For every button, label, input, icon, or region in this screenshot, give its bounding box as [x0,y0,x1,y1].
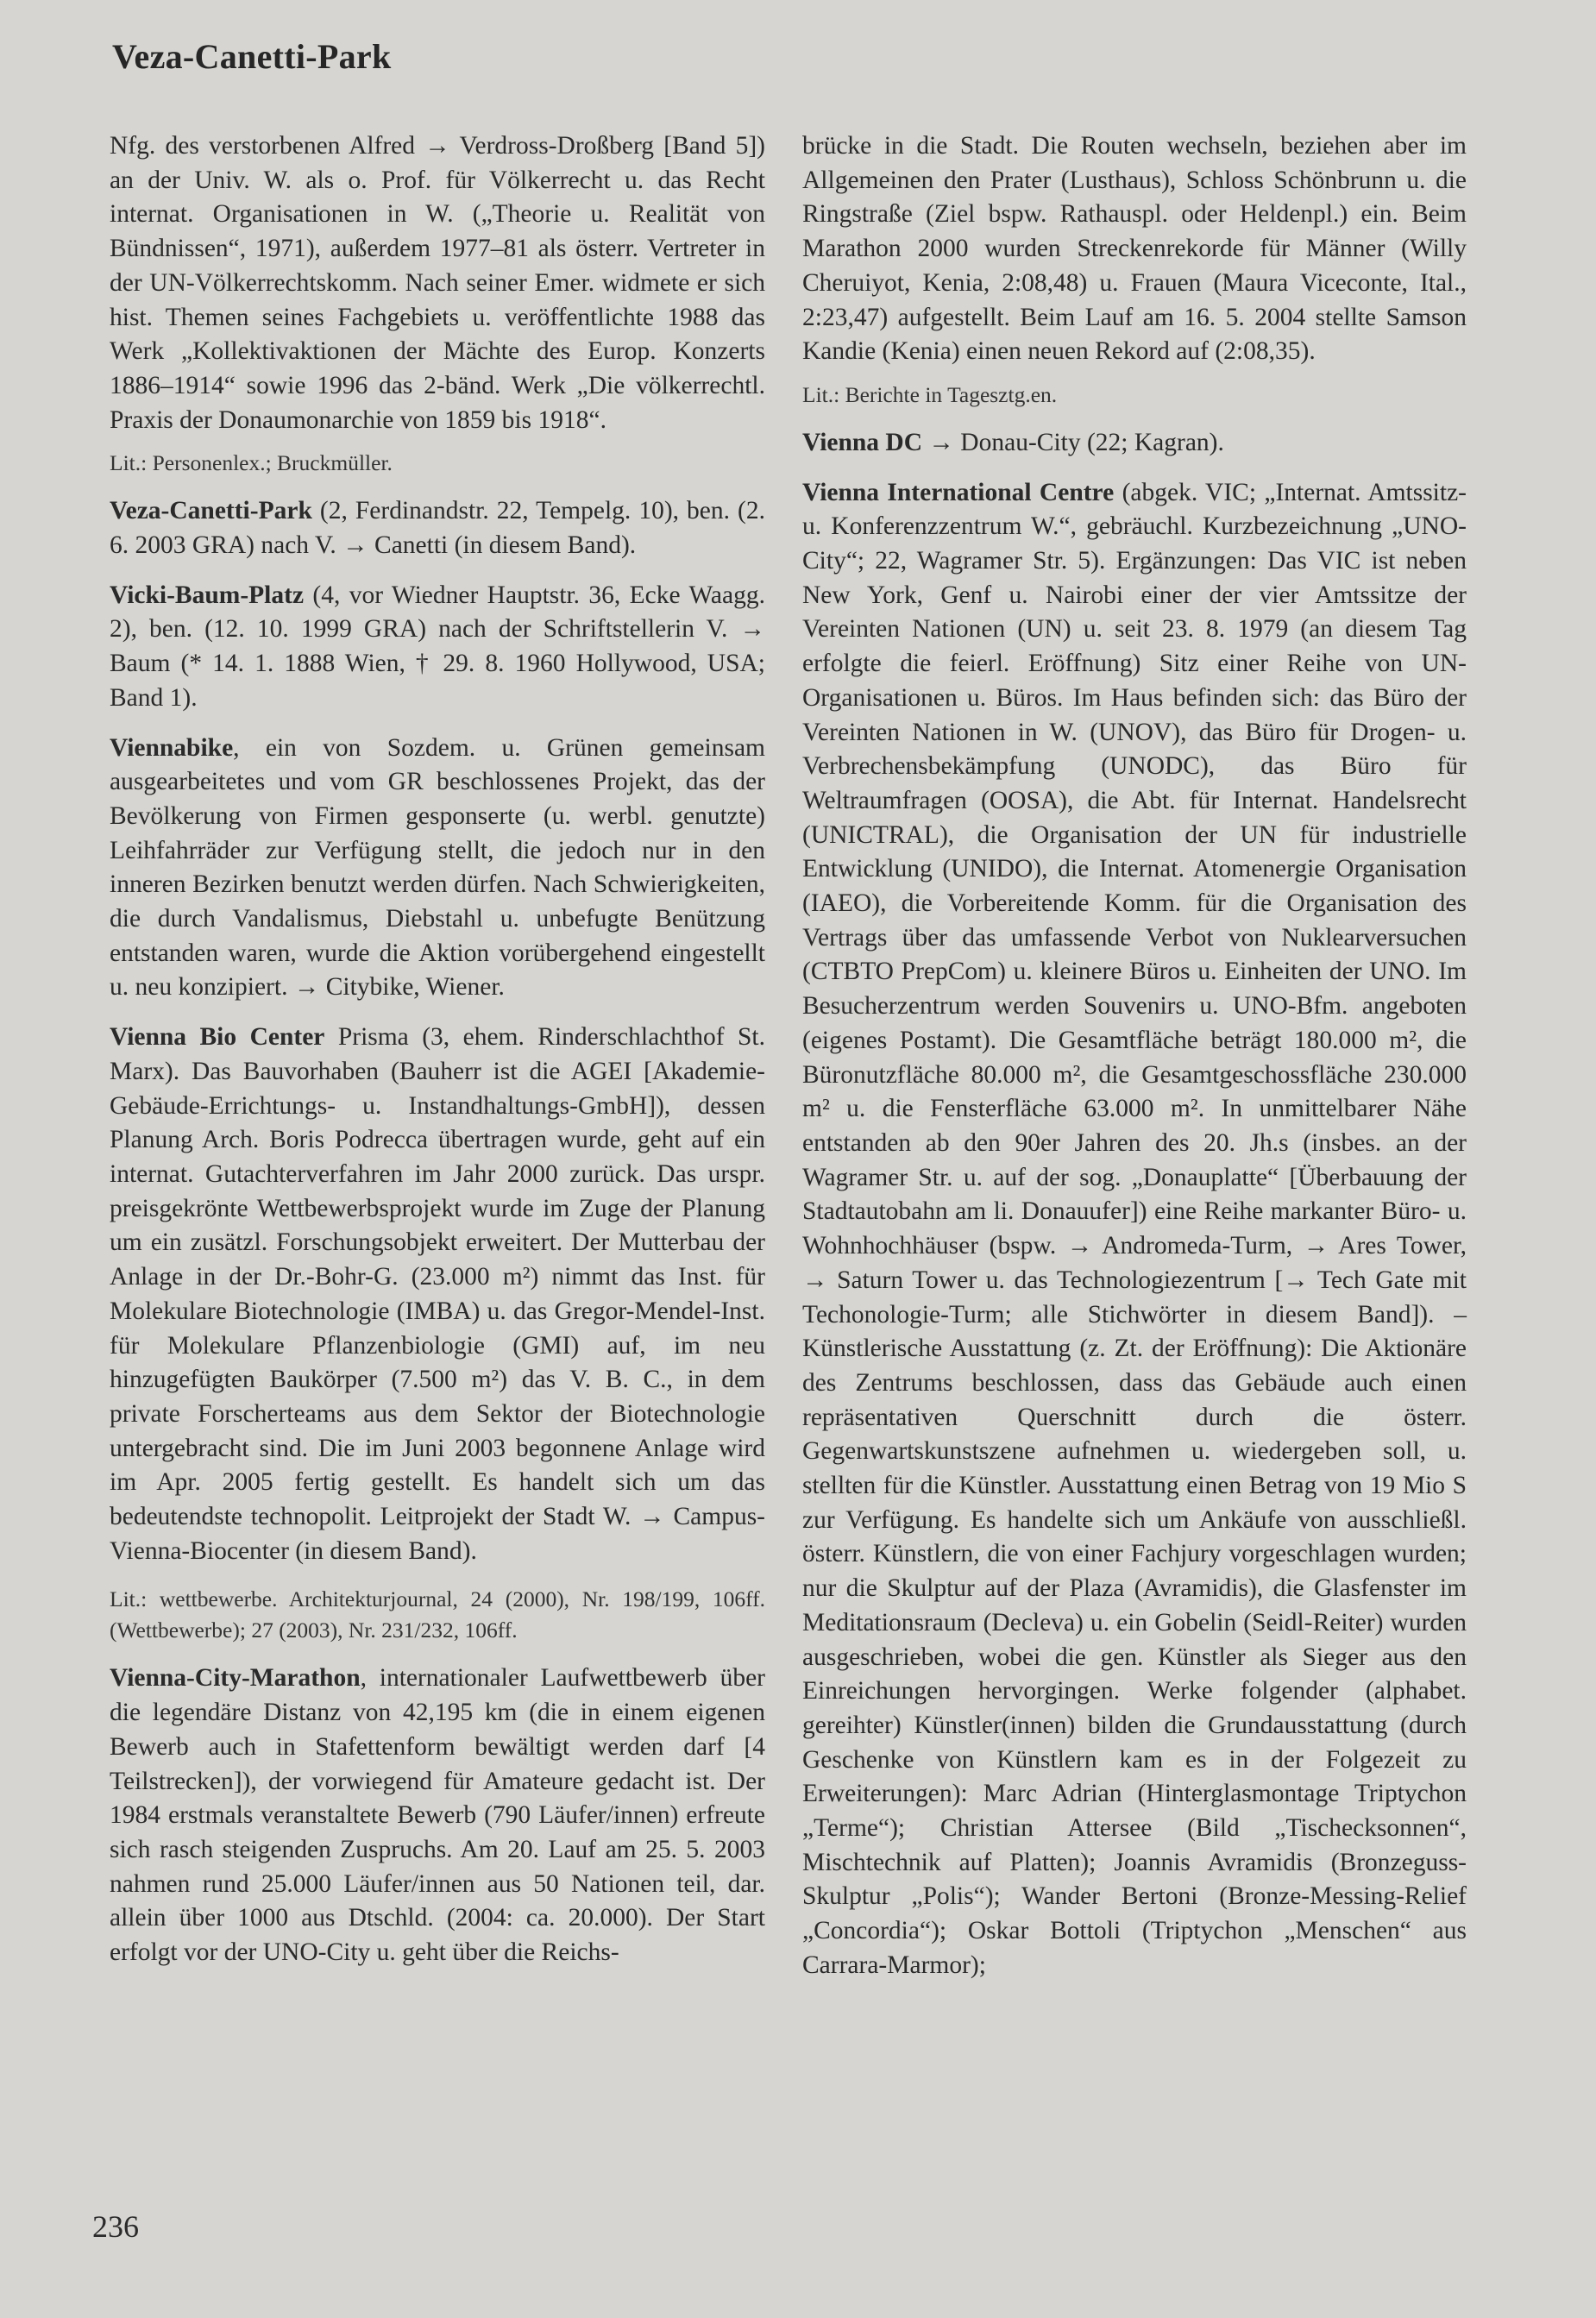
headword: Vicki-Baum-Platz [110,581,305,609]
page-number: 236 [92,2209,139,2244]
entry-body: → Donau-City (22; Kagran). [922,428,1224,456]
headword: Veza-Canetti-Park [110,497,312,525]
running-header: Veza-Canetti-Park [112,37,392,76]
entry-body: Prisma (3, ehem. Rinderschlachthof St. Marx). Das Bauvorhaben (Bauherr ist die AGEI [Akademie-Gebäude-Errichtungs- u. Instandhaltungs-GmbH]), dessen Planung Arch. Boris Podrecca übertragen wurde, geht auf ein internat. Gutachterverfahren im Jahr 2000 zurück. Das urspr. preisgekrönte Wettbewerbsprojekt wurde im Zuge der Planung um ein zusätzl. Forschungsobjekt erweitert. Der Mutterbau der Anlage in der Dr.-Bohr-G. (23.000 m²) nimmt das Inst. für Molekulare Biotechnologie (IMBA) u. das Gregor-Mendel-Inst. für Molekulare Pflanzenbiologie (GMI) auf, im neu hinzugefügten Baukörper (7.500 m²) das V. B. C., in dem private Forscherteams aus dem Sektor der Biotechnologie untergebracht sind. Die im Juni 2003 begonnene Anlage wird im Apr. 2005 fertig gestellt. Es handelt sich um das bedeutendste technopolit. Leitprojekt der Stadt W. → Campus-Vienna-Biocenter (in diesem Band). [110,1023,765,1565]
literature-note: Lit.: wettbewerbe. Architekturjournal, 24 (2000), Nr. 198/199, 106ff. (Wettbewerbe); 27 (2003), Nr. 231/232, 106ff. [110,1586,765,1643]
headword: Vienna Bio Center [110,1023,325,1052]
literature-note: Lit.: Personenlex.; Bruckmüller. [110,450,393,476]
entry-body: , ein von Sozdem. u. Grünen gemeinsam ausgearbeitetes und vom GR beschlossenes Projekt, das der Bevölkerung von Firmen gesponserte (u. werbl. genutzte) Leihfahrräder zur Verfügung stellt, die jedoch nur in den inneren Bezirken benutzt werden dürfen. Nach Schwierigkeiten, die durch Vandalismus, Diebstahl u. unbefugte Benützung entstanden waren, wurde die Aktion vorübergehend eingestellt u. neu konzipiert. → Citybike, Wiener. [110,733,765,1002]
entry-viennabike [110,732,765,1006]
entry-continuation: brücke in die Stadt. Die Routen wechseln, beziehen aber im Allgemeinen den Prater (Lusthaus), Schloss Schönbrunn u. die Ringstraße (Ziel bspw. Rathauspl. oder Heldenpl.) ein. Beim Marathon 2000 wurden Streckenrekorde für Männer (Willy Cheruiyot, Kenia, 2:08,48) u. Frauen (Maura Viceconte, Ital., 2:23,47) aufgestellt. Beim Lauf am 16. 5. 2004 stellte Samson Kandie (Kenia) einen neuen Rekord auf (2:08,35). [802,132,1467,366]
entry-vicki-baum-platz [110,579,765,716]
entry-continuation: Nfg. des verstorbenen Alfred → Verdross-Droßberg [Band 5]) an der Univ. W. als o. Prof. für Völkerrecht u. das Recht internat. Organisationen in W. („Theorie u. Realität von Bündnissen“, 1971), außerdem 1977–81 als österr. Vertreter in der UN-Völkerrechtskomm. Nach seiner Emer. widmete er sich hist. Themen seines Fachgebiets u. veröffentlichte 1988 das Werk „Kollektivaktionen der Mächte des Europ. Konzerts 1886–1914“ sowie 1996 das 2-bänd. Werk „Die völkerrechtl. Praxis der Donaumonarchie von 1859 bis 1918“. [110,132,765,434]
right-column [802,129,1467,1999]
entry-vienna-city-marathon [110,1662,765,1969]
headword: Vienna International Centre [802,478,1115,506]
left-column [110,129,765,1986]
entry-veza-canetti-park [110,494,765,562]
headword: Vienna-City-Marathon [110,1664,361,1693]
entry-vienna-bio-center [110,1021,765,1568]
headword: Viennabike [110,733,234,762]
entry-body: (abgek. VIC; „Internat. Amtssitz- u. Konferenzzentrum W.“, gebräuchl. Kurzbezeichnung „UNO-City“; 22, Wagramer Str. 5). Ergänzungen: Das VIC ist neben New York, Genf u. Nairobi einer der vier Amtssitze der Vereinten Nationen (UN) u. seit 23. 8. 1979 (an diesem Tag erfolgte die feierl. Eröffnung) Sitz einer Reihe von UN-Organisationen u. Büros. Im Haus befinden sich: das Büro der Vereinten Nationen in W. (UNOV), das Büro für Drogen- u. Verbrechensbekämpfung (UNODC), das Büro für Weltraumfragen (OOSA), die Abt. für Internat. Handelsrecht (UNICTRAL), die Organisation der UN für industrielle Entwicklung (UNIDO), die Internat. Atomenergie Organisation (IAEO), die Vorbereitende Komm. für die Organisation des Vertrags über das umfassende Verbot von Nuklearversuchen (CTBTO PrepCom) u. kleinere Büros u. Einheiten der UNO. Im Besucherzentrum werden Souvenirs u. UNO-Bfm. angeboten (eigenes Postamt). Die Gesamtfläche beträgt 180.000 m², die Büronutzfläche 80.000 m², die Gesamtgeschossfläche 230.000 m² u. die Fensterfläche 63.000 m². In unmittelbarer Nähe entstanden ab den 90er Jahren des 20. Jh.s (insbes. an der Wagramer Str. u. auf der sog. „Donauplatte“ [Überbauung der Stadtautobahn am li. Donauufer]) eine Reihe markanter Büro- u. Wohnhochhäuser (bspw. → Andromeda-Turm, → Ares Tower, → Saturn Tower u. das Technologiezentrum [→ Tech Gate mit Techonologie-Turm; alle Stichwörter in diesem Band]). – Künstlerische Ausstattung (z. Zt. der Eröffnung): Die Aktionäre des Zentrums beschlossen, dass das Gebäude auch einen repräsentativen Querschnitt durch die österr. Gegenwartskunstszene aufnehmen u. wiedergeben soll, u. stellten für die Künstler. Ausstattung einen Betrag von 19 Mio S zur Verfügung. Es handelte sich um Ankäufe von ausschließl. österr. Künstlern, die von einer Fachjury vorgeschlagen wurden; nur die Skulptur auf der Plaza (Avramidis), die Glasfenster im Meditationsraum (Decleva) u. ein Gobelin (Seidl-Reiter) wurden ausgeschrieben, wobei die gen. Künstler als Sieger aus den Einreichungen hervorgingen. Werke folgender (alphabet. gereihter) Künstler(innen) bilden die Grundausstattung (durch Geschenke von Künstlern kam es in der Folgezeit zu Erweiterungen): Marc Adrian (Hinterglasmontage Triptychon „Terme“); Christian Attersee (Bild „Tischecksonnen“, Mischtechnik auf Platten); Joannis Avramidis (Bronzeguss-Skulptur „Polis“); Wander Bertoni (Bronze-Messing-Relief „Concordia“); Oskar Bottoli (Triptychon „Menschen“ aus Carrara-Marmor); [802,478,1467,1979]
entry-body: (2, Ferdinandstr. 22, Tempelg. 10), ben. (2. 6. 2003 GRA) nach V. → Canetti (in diesem Band). [110,497,765,560]
entry-body: (4, vor Wiedner Hauptstr. 36, Ecke Waagg. 2), ben. (12. 10. 1999 GRA) nach der Schriftstellerin V. → Baum (* 14. 1. 1888 Wien, † 29. 8. 1960 Hollywood, USA; Band 1). [110,581,765,712]
headword: Vienna DC [802,428,923,456]
entry-vienna-dc [802,426,1467,461]
literature-note: Lit.: Berichte in Tagesztg.en. [802,381,1058,407]
entry-body: , internationaler Laufwettbewerb über die legendäre Distanz von 42,195 km (die in einem eigenen Bewerb auch in Stafettenform bewältigt werden darf [4 Teilstrecken]), der vorwiegend für Amateure gedacht ist. Der 1984 erstmals veranstaltete Bewerb (790 Läufer/innen) erfreute sich rasch steigenden Zuspruchs. Am 20. Lauf am 25. 5. 2003 nahmen rund 25.000 Läufer/innen aus 50 Nationen teil, dar. allein über 1000 aus Dtschld. (2004: ca. 20.000). Der Start erfolgt vor der UNO-City u. geht über die Reichs- [110,1664,765,1967]
entry-vienna-international-centre [802,476,1467,1983]
